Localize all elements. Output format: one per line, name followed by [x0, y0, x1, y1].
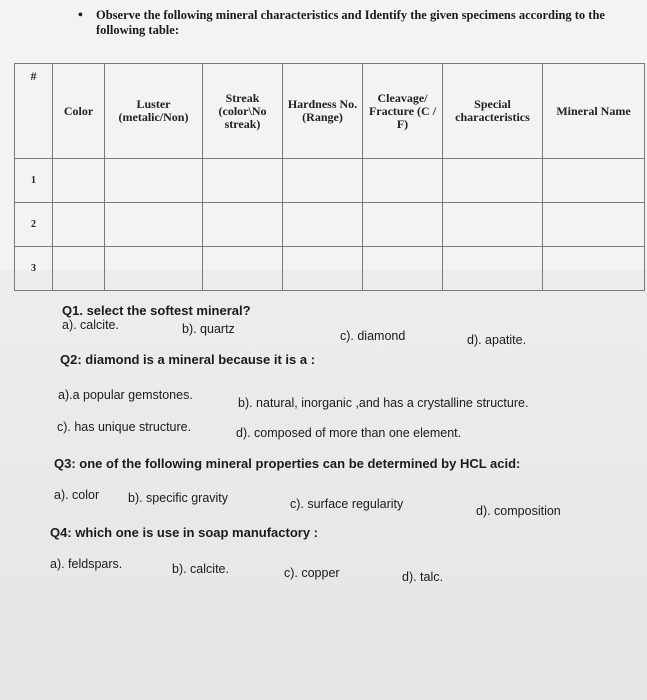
q3-option-b[interactable]: b). specific gravity — [128, 491, 229, 505]
col-hardness: Hardness No. (Range) — [283, 64, 363, 159]
cell-luster[interactable] — [105, 203, 203, 247]
cell-mineral-name[interactable] — [543, 159, 645, 203]
question-3: Q3: one of the following mineral properties can be determined by HCL acid: — [54, 456, 521, 471]
q2-option-b[interactable]: b). natural, inorganic ,and has a crystalline structure. — [238, 396, 529, 410]
cell-luster[interactable] — [105, 247, 203, 291]
row-number: 2 — [15, 203, 53, 247]
cell-special[interactable] — [443, 159, 543, 203]
cell-mineral-name[interactable] — [543, 203, 645, 247]
col-streak: Streak (color\No streak) — [203, 64, 283, 159]
row-number: 1 — [15, 159, 53, 203]
cell-streak[interactable] — [203, 159, 283, 203]
q3-option-c[interactable]: c). surface regularity — [290, 497, 404, 511]
question-2: Q2: diamond is a mineral because it is a : — [60, 352, 316, 367]
cell-hardness[interactable] — [283, 159, 363, 203]
cell-color[interactable] — [53, 247, 105, 291]
cell-cleavage[interactable] — [363, 247, 443, 291]
instruction-text: Observe the following mineral characteristics and Identify the given specimens according to the following table: — [96, 8, 605, 37]
q3-option-d[interactable]: d). composition — [476, 504, 561, 518]
cell-luster[interactable] — [105, 159, 203, 203]
q2-option-d[interactable]: d). composed of more than one element. — [236, 426, 462, 440]
cell-special[interactable] — [443, 203, 543, 247]
bullet-marker: • — [78, 8, 83, 23]
q4-option-a[interactable]: a). feldspars. — [50, 557, 123, 571]
q2-option-a[interactable]: a).a popular gemstones. — [58, 388, 193, 402]
q3-option-a[interactable]: a). color — [54, 488, 100, 502]
q2-option-c[interactable]: c). has unique structure. — [57, 420, 192, 434]
q4-option-b[interactable]: b). calcite. — [172, 562, 229, 576]
cell-hardness[interactable] — [283, 247, 363, 291]
cell-cleavage[interactable] — [363, 203, 443, 247]
col-mineral-name: Mineral Name — [543, 64, 645, 159]
cell-color[interactable] — [53, 203, 105, 247]
q1-option-a[interactable]: a). calcite. — [62, 318, 119, 332]
cell-cleavage[interactable] — [363, 159, 443, 203]
table-row — [15, 203, 645, 247]
row-number: 3 — [15, 247, 53, 291]
question-1: Q1. select the softest mineral? — [62, 303, 251, 318]
q4-option-d[interactable]: d). talc. — [402, 570, 443, 584]
cell-mineral-name[interactable] — [543, 247, 645, 291]
col-number: # — [15, 64, 53, 159]
q1-option-c[interactable]: c). diamond — [340, 329, 406, 343]
cell-streak[interactable] — [203, 203, 283, 247]
q1-option-b[interactable]: b). quartz — [182, 322, 235, 336]
cell-color[interactable] — [53, 159, 105, 203]
col-cleavage: Cleavage/ Fracture (C / F) — [363, 64, 443, 159]
cell-streak[interactable] — [203, 247, 283, 291]
table-row — [15, 247, 645, 291]
table-row — [15, 159, 645, 203]
col-special: Special characteristics — [443, 64, 543, 159]
col-luster: Luster (metalic/Non) — [105, 64, 203, 159]
question-4: Q4: which one is use in soap manufactory : — [50, 525, 318, 540]
cell-special[interactable] — [443, 247, 543, 291]
mineral-table — [14, 63, 645, 291]
table-header-row — [15, 64, 645, 159]
col-color: Color — [53, 64, 105, 159]
q1-option-d[interactable]: d). apatite. — [467, 333, 527, 347]
q4-option-c[interactable]: c). copper — [284, 566, 340, 580]
cell-hardness[interactable] — [283, 203, 363, 247]
